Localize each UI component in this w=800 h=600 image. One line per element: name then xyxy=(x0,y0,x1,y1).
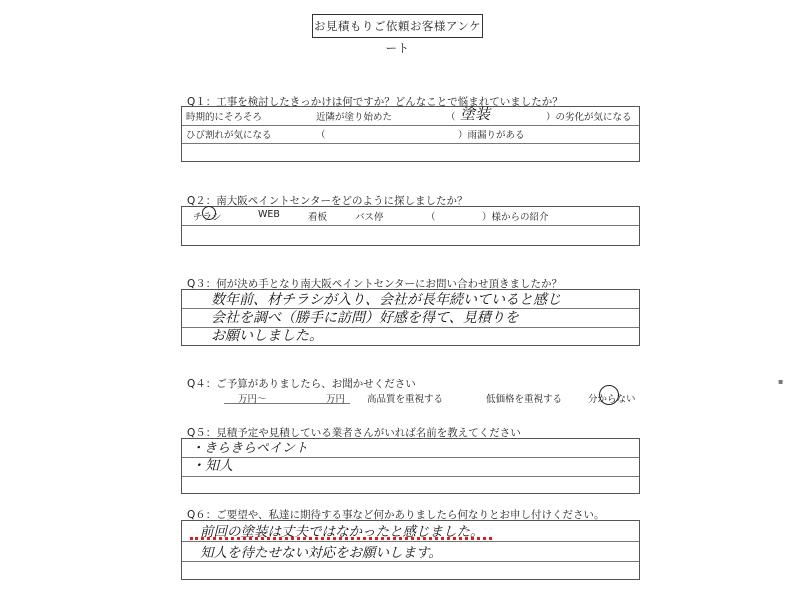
q5-question: Q５：見積予定や見積している業者さんがいれば名前を教えてください xyxy=(187,427,521,439)
q1-option-open-paren: （ xyxy=(446,112,456,123)
q4-option-low-price: 低価格を重視する xyxy=(486,394,563,405)
q4-question: Q４：ご予算がありましたら、お聞かせください xyxy=(187,378,416,390)
q4-undecided-circle-mark xyxy=(599,385,619,405)
q4-option-undecided: 分からない xyxy=(588,394,636,405)
q5-handwritten-line-1: ・きらきらペイント xyxy=(191,441,309,456)
q1-option-deterioration: ）の劣化が気になる xyxy=(546,112,632,123)
q1-option-open-paren-2: （ xyxy=(316,130,326,141)
q1-option-cracks: ひび割れが気になる xyxy=(186,130,272,141)
q4-option-budget-to: 万円 xyxy=(326,394,346,405)
q2-flyer-circle-mark xyxy=(202,206,216,220)
q4-budget-underline xyxy=(224,403,350,404)
q1-question: Q１：工事を検討したきっかけは何ですか？どんなことで悩まれていましたか？ xyxy=(187,96,563,108)
q2-question: Q２：南大阪ペイントセンターをどのように探しましたか？ xyxy=(187,195,468,207)
q3-handwritten-line-3: お願いしました。 xyxy=(211,328,323,344)
q1-option-timing: 時期的にそろそろ xyxy=(186,112,263,123)
q2-option-bus-stop: バス停 xyxy=(355,212,384,223)
q4-option-high-quality: 高品質を重視する xyxy=(367,394,444,405)
q6-handwritten-line-2: 知人を待たせない対応をお願いします。 xyxy=(200,545,442,561)
q2-option-open-paren: （ xyxy=(426,212,436,223)
q2-answer-box xyxy=(181,206,640,246)
q6-handwritten-line-1: 前回の塗装は丈夫ではなかったと感じました。 xyxy=(200,524,484,540)
survey-title: お見積もりご依頼お客様アンケート xyxy=(312,14,483,38)
q3-handwritten-line-2: 会社を調べ（勝手に訪問）好感を得て、見積りを xyxy=(211,310,519,326)
q6-question: Q６：ご要望や、私達に期待する事など何かありましたら何なりとお申し付けください。 xyxy=(187,509,605,521)
q1-option-leak: ）雨漏りがある xyxy=(458,130,525,141)
q4-option-budget-from: 万円～ xyxy=(238,394,267,405)
q6-red-dotted-underline xyxy=(190,537,492,540)
q2-option-flyer: チラシ xyxy=(193,212,222,223)
q2-option-signboard: 看板 xyxy=(308,212,328,223)
q2-option-referral: ）様からの紹介 xyxy=(482,212,549,223)
q1-option-neighbors: 近隣が塗り始めた xyxy=(316,112,393,123)
q5-handwritten-line-2: ・知人 xyxy=(191,458,233,474)
q3-handwritten-line-1: 数年前、材チラシが入り、会社が長年続いていると感じ xyxy=(211,292,561,308)
q2-option-web: WEB xyxy=(258,209,280,220)
q3-question: Q３：何が決め手となり南大阪ペイントセンターにお問い合わせ頂きましたか？ xyxy=(187,278,563,290)
q1-handwritten-coating: 塗装 xyxy=(460,105,491,123)
margin-tick-mark: ▪ xyxy=(778,377,784,386)
